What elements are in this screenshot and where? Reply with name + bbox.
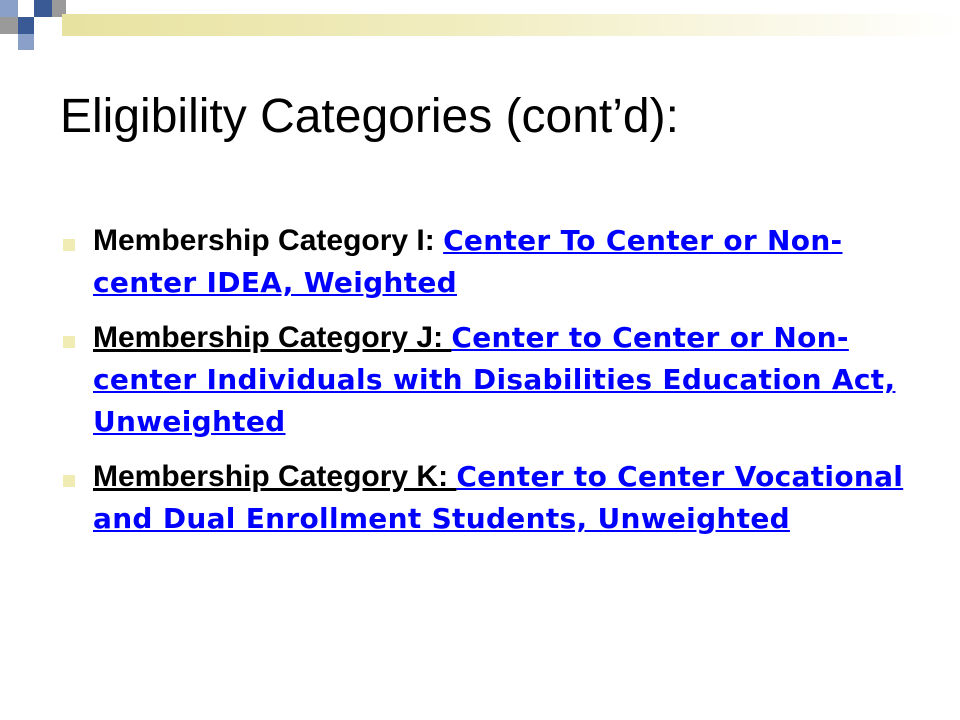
- bullet-marker: [63, 475, 75, 487]
- decorative-square: [0, 0, 18, 17]
- bullet-item-category-k: [60, 456, 940, 540]
- decorative-square: [18, 0, 34, 17]
- slide-title: Eligibility Categories (cont’d):: [60, 90, 679, 143]
- bullet-text: [93, 317, 940, 443]
- bullet-marker: [63, 336, 75, 348]
- bullet-item-category-i: [60, 220, 940, 304]
- decorative-square: [0, 17, 18, 34]
- decorative-square: [34, 17, 52, 34]
- bullet-list: [60, 220, 940, 553]
- bullet-marker: [63, 239, 75, 251]
- category-j-link[interactable]: Center to Center or Non-center Individuals with Disabilities Education Act, Unweighted: [93, 321, 896, 438]
- bullet-text: [93, 456, 940, 540]
- decorative-square: [18, 17, 34, 34]
- category-k-label: Membership Category K:: [93, 460, 457, 493]
- decorative-square: [34, 0, 52, 17]
- category-j-label: Membership Category J:: [93, 321, 452, 354]
- decorative-square: [18, 34, 34, 50]
- bullet-text: [93, 220, 940, 304]
- header-band: [62, 14, 960, 36]
- bullet-item-category-j: [60, 317, 940, 443]
- category-i-link[interactable]: Center To Center or Non-center IDEA, Weighted: [93, 224, 843, 299]
- category-i-label: Membership Category I:: [93, 224, 444, 257]
- category-k-link[interactable]: Center to Center Vocational and Dual Enrollment Students, Unweighted: [93, 460, 904, 535]
- decorative-square: [34, 34, 52, 50]
